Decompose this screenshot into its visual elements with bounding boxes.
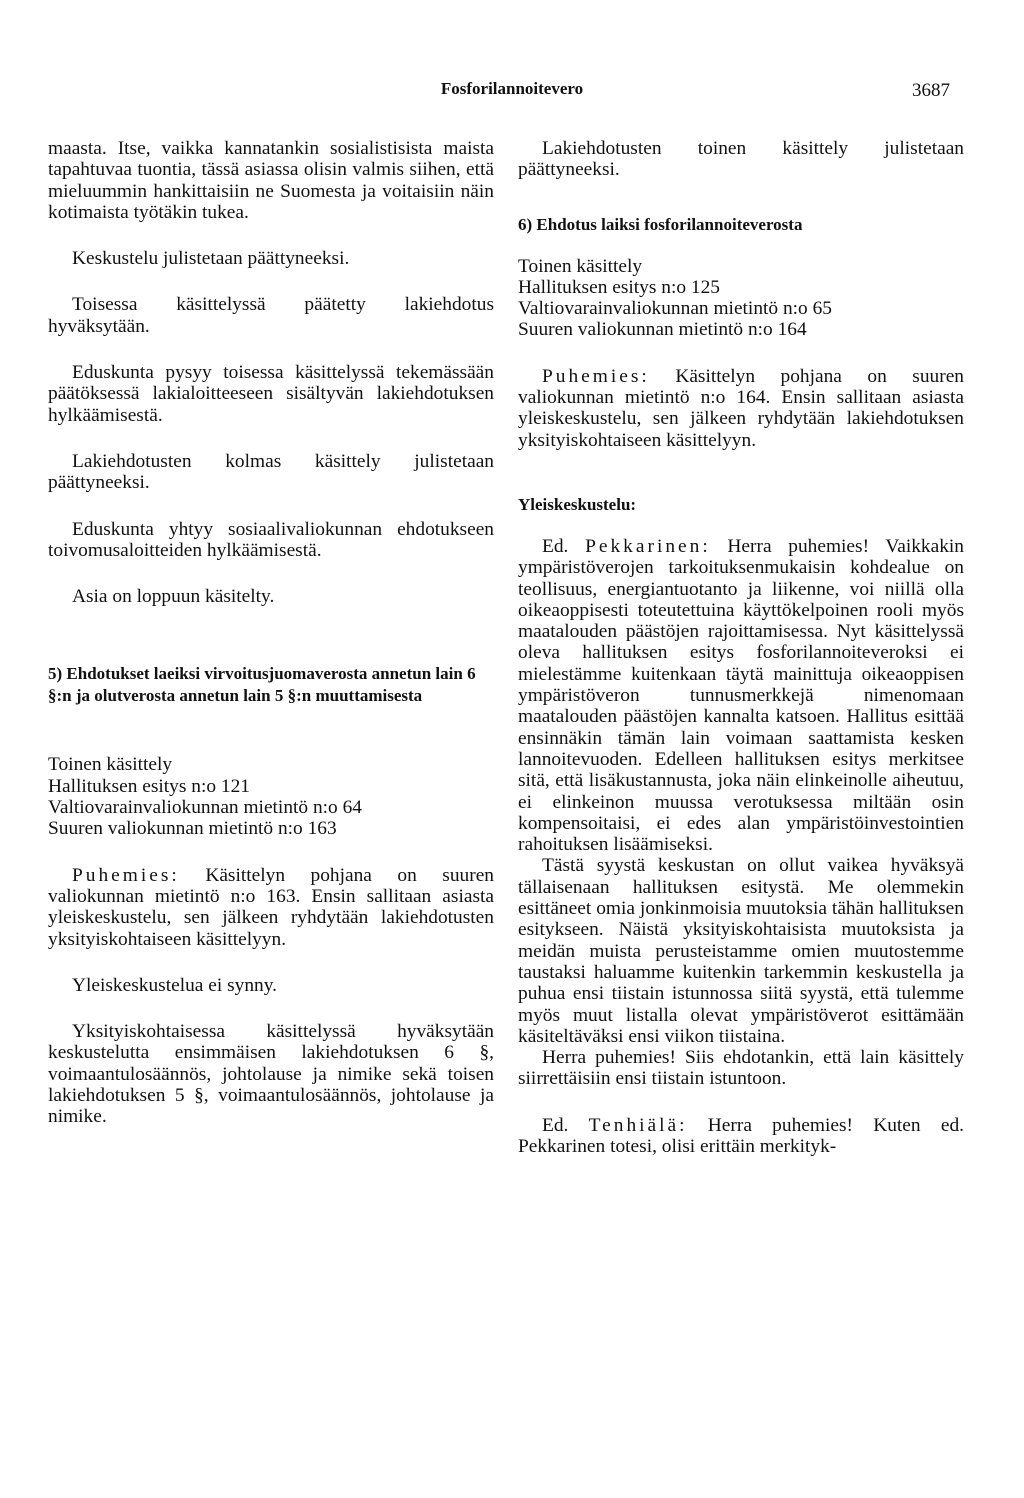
left-column <box>48 138 494 1128</box>
paragraph-puhemies <box>48 865 494 950</box>
paragraph-eduskunta-yhtyy: Eduskunta yhtyy sosiaalivaliokunnan ehdotukseen toivomusaloitteiden hylkäämisestä. <box>48 518 494 561</box>
paragraph-asia: Asia on loppuun käsitelty. <box>72 586 275 608</box>
speaker-prefix: Ed. <box>542 535 569 557</box>
speech-text: Käsittelyn pohjana on suuren valiokunnan mietintö n:o 163. Ensin sallitaan asiasta yleiskeskustelu, sen jälkeen ryhdytään lakiehdotusten yksityiskohtaiseen käsittelyyn. <box>48 864 494 950</box>
page-number: 3687 <box>912 80 950 101</box>
speaker-name: Pekkarinen: <box>585 535 711 557</box>
speaker-prefix: Ed. <box>542 1114 569 1136</box>
paragraph-puhemies <box>518 366 964 451</box>
document-list-item: Hallituksen esitys n:o 125 <box>518 276 720 298</box>
document-list-item: Hallituksen esitys n:o 121 <box>48 775 250 797</box>
speech-paragraph: Tästä syystä keskustan on ollut vaikea hyväksyä tällaisenaan hallituksen esitystä. Me olemmekin esittäneet omia jonkinmoisia muutoksia tähän hallituksen esitykseen. Näistä yksityiskohtaisista muutoksista ja meidän muista perusteistamme omien muutostemme taustaksi haluamme kuitenkin tarkemmin keskustella ja puhua ensi tiistain istunnossa siitä syystä, että tulemme myös muut listalla olevat ympäristöverot esittämään käsiteltäväksi ensi viikon tiistaina. <box>518 855 964 1047</box>
speaker-name: Puhemies: <box>72 864 180 886</box>
speaker-name: Puhemies: <box>542 365 650 387</box>
speech-paragraph: Herra puhemies! Siis ehdotankin, että lain käsittely siirrettäisiin ensi tiistain istuntoon. <box>518 1047 964 1090</box>
speech-tenhiala <box>518 1115 964 1158</box>
speech-pekkarinen <box>518 536 964 855</box>
paragraph-eduskunta-pysyy: Eduskunta pysyy toisessa käsittelyssä tekemässään päätöksessä lakialoitteeseen sisältyvän lakiehdotuksen hylkäämisestä. <box>48 362 494 426</box>
paragraph-kolmas-kasittely: Lakiehdotusten kolmas käsittely julistetaan päättyneeksi. <box>48 450 494 494</box>
speech-text: Käsittelyn pohjana on suuren valiokunnan mietintö n:o 164. Ensin sallitaan asiasta yleiskeskustelu, sen jälkeen ryhdytään lakiehdotuksen yksityiskohtaiseen käsittelyyn. <box>518 365 964 451</box>
paragraph-toinen-kasittely: Lakiehdotusten toinen käsittely julistetaan päättyneeksi. <box>518 138 964 181</box>
speech-text: Herra puhemies! Vaikkakin ympäristöverojen tarkoituksenmukaisin kohdealue on teollisuus, energiantuotanto ja liikenne, voi niillä olla oikeaoppisesti toteutettuina käyttökelpoinen rooli myös maatalouden päästöjen rajoittamisessa. Nyt käsittelyssä oleva hallituksen esitys fosforilannoiteveroksi ei mielestämme kuitenkaan täytä mainittuja oikeaoppisen ympäristöveron tunnusmerkkejä nimenomaan maatalouden päästöjen kannalta katsoen. Hallitus esittää ensinnäkin tämän lain voimaan saattamista kesken lannoitevuoden. Edelleen hallituksen esitys merkitsee sitä, että lisäkustannusta, joka näin elinkeinolle aiheutuu, ei elinkeinon muussa verotuksessa miltään osin kompensoitaisi, ei edes alan ympäristöinvestointien rahoituksen lisäämiseksi. <box>518 535 964 856</box>
right-column <box>518 138 964 1157</box>
running-header-title: Fosforilannoitevero <box>440 79 584 98</box>
document-list-item: Suuren valiokunnan mietintö n:o 163 <box>48 818 337 840</box>
paragraph-toisessa: Toisessa käsittelyssä päätetty lakiehdotus hyväksytään. <box>48 294 494 337</box>
paragraph-yksityiskohtaisessa: Yksityiskohtaisessa käsittelyssä hyväksytään keskustelutta ensimmäisen lakiehdotuksen 6 §, voimaantulosäännös, johtolause ja nimike sekä toisen lakiehdotuksen 5 §, voimaantulosäännös, johtolause ja nimike. <box>48 1021 494 1128</box>
document-list-item: Valtiovarainvaliokunnan mietintö n:o 65 <box>518 298 832 320</box>
speech-text: Herra puhemies! Kuten ed. Pekkarinen totesi, olisi erittäin merkityk- <box>518 1114 964 1157</box>
document-list <box>48 754 494 839</box>
section-heading-5: 5) Ehdotukset laeiksi virvoitusjuomaverosta annetun lain 6 §:n ja olutverosta annetun lain 5 §:n muuttamisesta <box>48 664 476 706</box>
paragraph-continuation: maasta. Itse, vaikka kannatankin sosialistisista maista tapahtuvaa tuontia, tässä asiassa olisin valmis siihen, että mieluummin hankittaisiin ne Suomesta ja voitaisiin näin kotimaista työtäkin tukea. <box>48 138 494 223</box>
subheading-yleiskeskustelu: Yleiskeskustelu: <box>518 494 637 514</box>
document-list-item: Valtiovarainvaliokunnan mietintö n:o 64 <box>48 797 362 819</box>
paragraph-keskustelu: Keskustelu julistetaan päättyneeksi. <box>72 248 350 270</box>
document-list <box>518 256 964 341</box>
paragraph-yleiskeskustelua: Yleiskeskustelua ei synny. <box>72 974 278 996</box>
speaker-name: Tenhiälä: <box>588 1114 688 1136</box>
document-list-item: Suuren valiokunnan mietintö n:o 164 <box>518 319 807 341</box>
document-list-item: Toinen käsittely <box>48 754 173 776</box>
section-heading-6: 6) Ehdotus laiksi fosforilannoiteverosta <box>518 214 803 234</box>
document-list-item: Toinen käsittely <box>518 255 643 277</box>
